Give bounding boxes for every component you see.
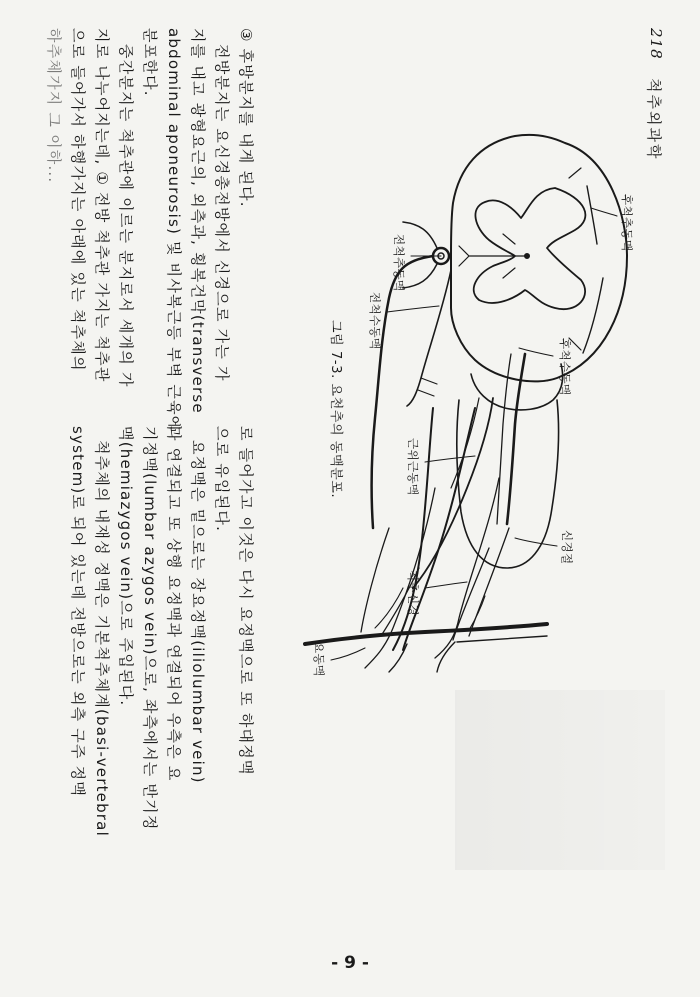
label-posterior-spinal-artery: 후척추동맥: [620, 194, 634, 252]
body-line: 중간분지는 척추관에 이르는 분지로서 세개의 가: [117, 44, 135, 388]
leader-ganglion: [515, 538, 557, 546]
label-spinal-nerve: 척추신경: [406, 570, 420, 617]
leader-spinal-nerve: [425, 582, 467, 588]
right-column-line: 과 연결되고 또 상행 요정맥과 연결되어 우측은 요: [165, 426, 183, 782]
body-line: ③ 후방분지를 내게 된다.: [237, 28, 255, 208]
anterior-root: [407, 270, 451, 406]
body-line: 전방분지는 요신경총전방에서 신경으로 가는 가: [213, 44, 231, 382]
spinal-cord-outline: [451, 135, 627, 382]
right-column-line: 로 들어가고 이것은 다시 요정맥으로 또 하대정맥: [237, 426, 255, 776]
right-column-line: 으로 유입된다.: [213, 426, 231, 533]
right-column-line: 기정맥(lumbar azygos vein)으로, 좌측에서는 반기정: [141, 426, 159, 831]
label-radicular-artery: 근위근동맥: [406, 438, 420, 496]
leader-radicular: [425, 456, 475, 462]
leader-lumbar-artery: [331, 648, 365, 660]
right-column-line: system)로 되어 있는데 전방으로는 외측 구주 정맥: [69, 426, 87, 798]
book-title: 척추외과학: [645, 78, 663, 161]
body-line: 으로 들어가서 하행가지는 아래에 있는 척추체의: [69, 28, 87, 372]
right-column-line: 요정맥은 밑으로는 장요정맥(iliolumbar vein): [189, 440, 207, 784]
right-column-line: 맥(hemiazygos vein)으로 주입된다.: [117, 426, 135, 707]
lumbar-artery: [305, 624, 547, 644]
right-column-line: 척추체의 내재성 정맥은 기본척추체계(basi-vertebral: [93, 440, 111, 837]
label-anterior-spinal-artery: 전척추동맥: [392, 234, 406, 292]
body-line: 지로 나누어지는데, ① 전방 척추관 가지는 척추관: [93, 28, 111, 383]
body-line: abdominal aponeurosis) 및 비사복근등 부벽 근육에: [165, 28, 183, 432]
radicular-artery: [413, 398, 493, 588]
leader-anterior-root: [387, 306, 439, 312]
label-ganglion: 신경절: [560, 530, 574, 565]
label-posterior-root-artery: 후척수동맥: [558, 338, 572, 396]
book-page-number: 218: [647, 28, 665, 60]
body-line: 분포한다.: [141, 28, 159, 97]
figure-caption: 그림 7-3. 요천추의 동맥분포.: [328, 320, 343, 499]
scanned-book-page: [15, 8, 665, 953]
body-line: 하추체가지 그 이하...: [45, 28, 63, 184]
grey-matter: [474, 188, 586, 309]
scan-page-number: - 9 -: [331, 953, 369, 973]
label-lumbar-artery: 요동맥: [312, 642, 326, 677]
label-anterior-root-artery: 전척수동맥: [368, 292, 382, 350]
body-line: 지를 내고 광형요근의, 외측과, 횡복건막(transverse: [189, 28, 207, 414]
leader-posterior-spinal: [591, 208, 617, 216]
